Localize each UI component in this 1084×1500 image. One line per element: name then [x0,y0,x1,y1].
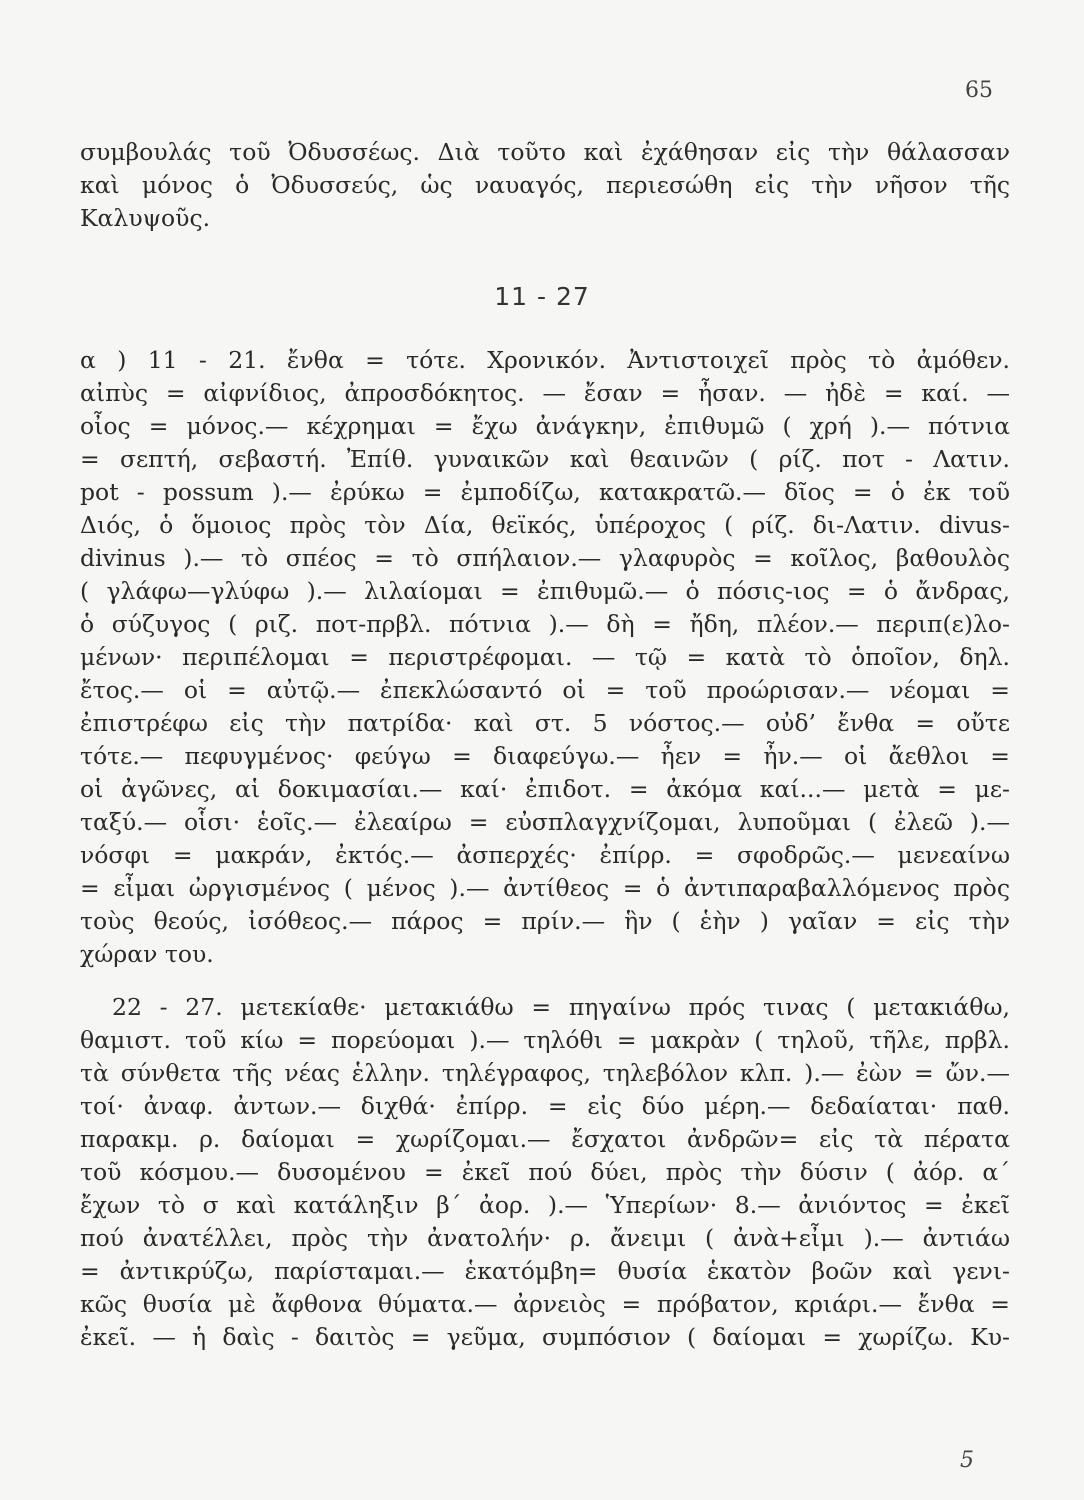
signature-mark: 5 [960,1448,974,1473]
text-line: Καλυψοῦς. [80,204,211,232]
text-line: τότε.— πεφυγμένος· φεύγω = διαφεύγω.— ἦεν = ἦν.— οἱ ἄεθλοι = [80,742,1010,770]
text-line: καὶ μόνος ὁ Ὀδυσσεύς, ὡς ναυαγός, περιεσώθη εἰς τὴν νῆσον τῆς [80,171,1010,199]
text-line: ἔτος.— οἱ = αὐτῷ.— ἐπεκλώσαντό οἱ = τοῦ προώρισαν.— νέομαι = [80,676,1010,704]
text-line: = σεπτή, σεβαστή. Ἐπίθ. γυναικῶν καὶ θεαινῶν ( ρίζ. ποτ - Λατιν. [80,445,1010,473]
text-line: νόσφι = μακράν, ἐκτός.— ἀσπερχές· ἐπίρρ. = σφοδρῶς.— μενεαίνω [80,841,1010,869]
text-line: τὰ σύνθετα τῆς νέας ἑλλην. τηλέγραφος, τηλεβόλον κλπ. ).— ἐὼν = ὤν.— [80,1059,1010,1087]
text-line: συμβουλάς τοῦ Ὀδυσσέως. Διὰ τοῦτο καὶ ἐχάθησαν εἰς τὴν θάλασσαν [80,138,1010,166]
text-line: divinus ).— τὸ σπέος = τὸ σπήλαιον.— γλαφυρὸς = κοῖλος, βαθουλὸς [80,544,1010,572]
text-line: χώραν του. [80,940,214,968]
text-line: τοῦ κόσμου.— δυσομένου = ἐκεῖ πού δύει, πρὸς τὴν δύσιν ( ἀόρ. α´ [80,1158,1010,1186]
text-line: ἔχων τὸ σ καὶ κατάληξιν β´ ἀορ. ).— Ὑπερίων· 8.— ἀνιόντος = ἐκεῖ [80,1191,1010,1219]
text-line: = ἀντικρύζω, παρίσταμαι.— ἑκατόμβη= θυσία ἑκατὸν βοῶν καὶ γενι- [80,1257,1010,1285]
section-a-paragraph [80,344,1010,971]
text-line: θαμιστ. τοῦ κίω = πορεύομαι ).— τηλόθι = μακρὰν ( τηλοῦ, τῆλε, πρβλ. [80,1026,1010,1054]
text-line: ἐκεῖ. — ἡ δαὶς - δαιτὸς = γεῦμα, συμπόσιον ( δαίομαι = χωρίζω. Κυ- [80,1323,1010,1351]
text-line: ( γλάφω—γλύφω ).— λιλαίομαι = ἐπιθυμῶ.— ὁ πόσις-ιος = ὁ ἄνδρας, [80,577,1010,605]
text-line: Διός, ὁ ὅμοιος πρὸς τὸν Δία, θεϊκός, ὑπέροχος ( ρίζ. δι-Λατιν. divus- [80,511,1010,539]
text-line: α ) 11 - 21. ἔνθα = τότε. Χρονικόν. Ἀντιστοιχεῖ πρὸς τὸ ἀμόθεν. [80,346,1010,374]
text-line: μένων· περιπέλομαι = περιστρέφομαι. — τῷ = κατὰ τὸ ὁποῖον, δηλ. [80,643,1010,671]
page-number: 65 [965,78,993,103]
intro-paragraph [80,136,1010,235]
text-line: pot - possum ).— ἐρύκω = ἐμποδίζω, κατακρατῶ.— δῖος = ὁ ἐκ τοῦ [80,478,1010,506]
text-line: τοί· ἀναφ. ἀντων.— διχθά· ἐπίρρ. = εἰς δύο μέρη.— δεδαίαται· παθ. [80,1092,1010,1120]
text-line: τοὺς θεούς, ἰσόθεος.— πάρος = πρίν.— ἣν ( ἑὴν ) γαῖαν = εἰς τὴν [80,907,1010,935]
text-line: παρακμ. ρ. δαίομαι = χωρίζομαι.— ἔσχατοι ἀνδρῶν= εἰς τὰ πέρατα [80,1125,1010,1153]
text-line: ἐπιστρέφω εἰς τὴν πατρίδα· καὶ στ. 5 νόστος.— οὐδ’ ἔνθα = οὔτε [80,709,1010,737]
text-line: = εἶμαι ὠργισμένος ( μένος ).— ἀντίθεος = ὁ ἀντιπαραβαλλόμενος πρὸς [80,874,1010,902]
section-b-paragraph [80,991,1010,1354]
text-line: οἶος = μόνος.— κέχρημαι = ἔχω ἀνάγκην, ἐπιθυμῶ ( χρή ).— πότνια [80,412,1010,440]
section-heading: 11 - 27 [494,282,590,311]
text-line: 22 - 27. μετεκίαθε· μετακιάθω = πηγαίνω πρός τινας ( μετακιάθω, [112,993,1010,1021]
text-line: αἰπὺς = αἰφνίδιος, ἀπροσδόκητος. — ἔσαν = ἦσαν. — ἠδὲ = καί. — [80,379,1010,407]
text-line: ταξύ.— οἷσι· ἑοῖς.— ἐλεαίρω = εὐσπλαγχνίζομαι, λυποῦμαι ( ἐλεῶ ).— [80,808,1010,836]
text-line: κῶς θυσία μὲ ἄφθονα θύματα.— ἀρνειὸς = πρόβατον, κριάρι.— ἔνθα = [80,1290,1010,1318]
text-line: οἱ ἀγῶνες, αἱ δοκιμασίαι.— καί· ἐπιδοτ. = ἀκόμα καί...— μετὰ = με- [80,775,1010,803]
text-line: ὁ σύζυγος ( ριζ. ποτ-πρβλ. πότνια ).— δὴ = ἤδη, πλέον.— περιπ(ε)λο- [80,610,1010,638]
text-line: πού ἀνατέλλει, πρὸς τὴν ἀνατολήν· ρ. ἄνειμι ( ἀνὰ+εἶμι ).— ἀντιάω [80,1224,1010,1252]
